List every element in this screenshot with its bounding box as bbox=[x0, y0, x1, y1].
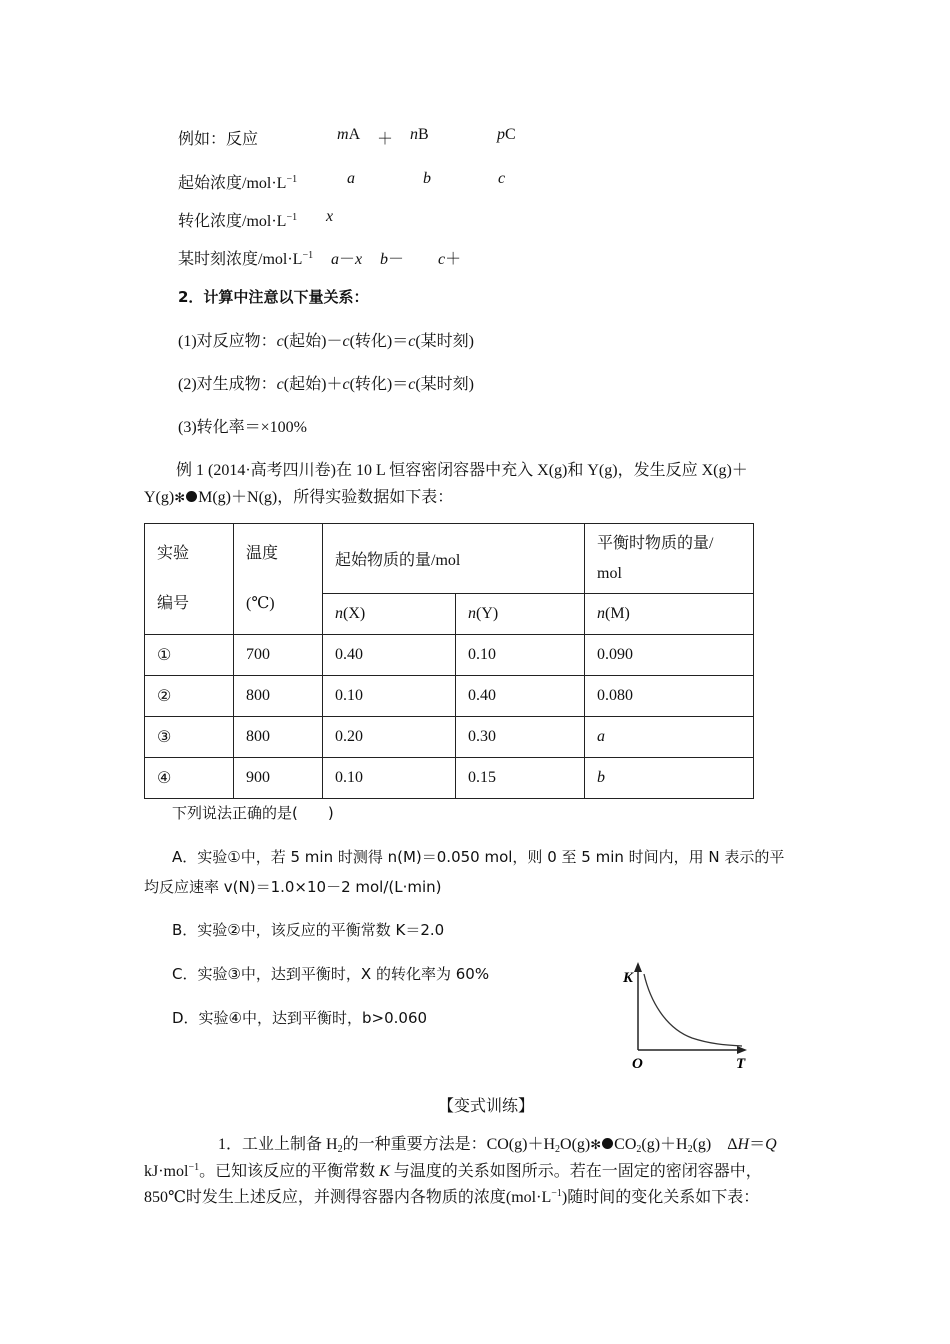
y-axis-label: K bbox=[623, 970, 634, 986]
subscript: 2 bbox=[687, 1144, 693, 1155]
relation-text: (起始)－ bbox=[283, 333, 343, 350]
reaction-right: M(g)＋N(g)，所得实验数据如下表： bbox=[198, 489, 454, 506]
cell-temp: 800 bbox=[234, 717, 323, 758]
sym-minus: － bbox=[339, 251, 356, 268]
header-text: 实验 bbox=[157, 545, 190, 562]
header-text: 编号 bbox=[157, 595, 190, 612]
species-a: A bbox=[348, 126, 361, 143]
cell-n-m: a bbox=[585, 717, 754, 758]
relation-3: (3)转化率＝×100% bbox=[178, 419, 308, 436]
text: ＝ bbox=[749, 1136, 766, 1153]
sym-x: x bbox=[355, 251, 363, 268]
cell-n-m: 0.090 bbox=[585, 635, 754, 676]
variant-line-1 bbox=[218, 1131, 777, 1154]
header-text: 平衡时物质的量/ bbox=[597, 534, 714, 552]
table-row bbox=[145, 717, 754, 758]
subscript: 2 bbox=[337, 1144, 343, 1155]
sym-minus: － bbox=[388, 251, 405, 268]
sym-c: c bbox=[342, 333, 350, 350]
text: 850℃时发生上述反应，并测得容器内各物质的浓度(mol·L bbox=[144, 1189, 552, 1206]
sym-n: n bbox=[468, 605, 476, 622]
text: CO bbox=[614, 1136, 637, 1153]
header-text: mol bbox=[597, 564, 622, 582]
option-c: C．实验③中，达到平衡时，X 的转化率为 60% bbox=[172, 965, 490, 983]
superscript: −1 bbox=[188, 1162, 200, 1173]
text: (g)＋H bbox=[641, 1136, 688, 1153]
option-a-line-2: 均反应速率 v(N)＝1.0×10－2 mol/(L·min) bbox=[144, 878, 442, 896]
start-a: a bbox=[347, 170, 355, 187]
text: 。已知该反应的平衡常数 bbox=[199, 1163, 380, 1180]
sym-n: n bbox=[335, 605, 343, 622]
reactant-b bbox=[410, 126, 429, 144]
sym-k: K bbox=[379, 1163, 390, 1180]
text: (g) Δ bbox=[692, 1136, 738, 1153]
sym-c: c bbox=[342, 376, 350, 393]
cell-exp-no: ② bbox=[145, 676, 234, 717]
reactant-a bbox=[337, 126, 360, 144]
header-eq-amount bbox=[585, 524, 754, 594]
sym-h: H bbox=[737, 1136, 750, 1153]
text: kJ·mol bbox=[144, 1163, 189, 1180]
example-line-1: 例 1 (2014·高考四川卷)在 10 L 恒容密闭容器中充入 X(g)和 Y(g)，发生反应 X(g)＋ bbox=[176, 462, 748, 479]
text: )随时间的变化关系如下表： bbox=[561, 1189, 760, 1206]
sym-c: c bbox=[408, 376, 416, 393]
cell-n-y: 0.10 bbox=[456, 635, 585, 676]
relation-text: (起始)＋ bbox=[283, 376, 343, 393]
variant-heading: 【变式训练】 bbox=[438, 1098, 535, 1115]
header-text: (M) bbox=[605, 605, 630, 622]
header-text: (Y) bbox=[476, 605, 499, 622]
moment-c-plus bbox=[438, 246, 461, 269]
text: O(g) bbox=[560, 1136, 591, 1153]
table-row bbox=[145, 758, 754, 799]
option-a-line-1: A．实验①中，若 5 min 时测得 n(M)＝0.050 mol，则 0 至 5 min 时间内，用 N 表示的平 bbox=[172, 848, 785, 866]
relation-text: (某时刻) bbox=[415, 376, 475, 393]
unit-exponent: −1 bbox=[302, 250, 314, 261]
cell-temp: 700 bbox=[234, 635, 323, 676]
intro-row-3 bbox=[178, 208, 297, 231]
origin-label: O bbox=[632, 1056, 643, 1072]
sym-c: c bbox=[276, 333, 284, 350]
cell-n-y: 0.15 bbox=[456, 758, 585, 799]
moment-conc-label: 某时刻浓度/mol·L bbox=[178, 251, 303, 268]
question-stem: 下列说法正确的是( ) bbox=[172, 804, 334, 822]
sym-c: c bbox=[408, 333, 416, 350]
relation-text: (某时刻) bbox=[415, 333, 475, 350]
plus-sign: ＋ bbox=[377, 131, 394, 148]
species-c: C bbox=[505, 126, 516, 143]
header-n-y bbox=[456, 594, 585, 635]
relation-1 bbox=[178, 328, 474, 351]
coef-n: n bbox=[410, 126, 418, 143]
product-c bbox=[497, 126, 516, 144]
sym-c: c bbox=[276, 376, 284, 393]
header-n-x bbox=[323, 594, 456, 635]
option-d: D．实验④中，达到平衡时，b>0.060 bbox=[172, 1009, 428, 1027]
intro-row-4 bbox=[178, 246, 313, 269]
relation-2 bbox=[178, 371, 474, 394]
superscript: −1 bbox=[551, 1188, 562, 1199]
text: 1．工业上制备 H bbox=[218, 1136, 338, 1153]
equilibrium-arrow-icon: ✻ bbox=[590, 1137, 602, 1152]
intro-label: 例如：反应 bbox=[178, 131, 259, 148]
unit-exponent: −1 bbox=[286, 174, 298, 185]
start-conc-label: 起始浓度/mol·L bbox=[178, 175, 287, 192]
moment-b-minus bbox=[380, 246, 404, 269]
coef-p: p bbox=[497, 126, 505, 143]
text: 的一种重要方法是：CO(g)＋H bbox=[342, 1136, 556, 1153]
subscript: 2 bbox=[636, 1144, 642, 1155]
sym-q: Q bbox=[765, 1136, 777, 1153]
reaction-left: Y(g) bbox=[144, 489, 175, 506]
header-exp-no bbox=[145, 524, 234, 635]
header-start-amount: 起始物质的量/mol bbox=[323, 524, 585, 594]
change-conc-label: 转化浓度/mol·L bbox=[178, 213, 287, 230]
cell-exp-no: ④ bbox=[145, 758, 234, 799]
cell-n-x: 0.40 bbox=[323, 635, 456, 676]
cell-n-x: 0.20 bbox=[323, 717, 456, 758]
cell-n-m: b bbox=[585, 758, 754, 799]
moment-a-minus-x bbox=[331, 246, 362, 269]
unit-exponent: −1 bbox=[286, 212, 298, 223]
relation-text: (转化)＝ bbox=[349, 376, 409, 393]
relation-prefix: (1)对反应物： bbox=[178, 333, 277, 350]
sym-n: n bbox=[597, 605, 605, 622]
example-line-2 bbox=[144, 484, 453, 507]
cell-n-x: 0.10 bbox=[323, 758, 456, 799]
header-text: (℃) bbox=[246, 595, 275, 612]
experiment-table bbox=[144, 523, 754, 799]
text: 与温度的关系如图所示。若在一固定的密闭容器中， bbox=[389, 1163, 762, 1180]
equilibrium-dot-icon bbox=[602, 1138, 613, 1149]
intro-row-1 bbox=[178, 126, 258, 149]
sym-a: a bbox=[331, 251, 339, 268]
k-curve bbox=[644, 974, 742, 1046]
section-2-title: 2．计算中注意以下量关系： bbox=[178, 288, 369, 306]
sym-b: b bbox=[380, 251, 388, 268]
equilibrium-arrow-icon: ✻ bbox=[174, 490, 186, 505]
variant-line-2 bbox=[144, 1158, 762, 1181]
subscript: 2 bbox=[555, 1144, 561, 1155]
cell-exp-no: ① bbox=[145, 635, 234, 676]
x-axis-label: T bbox=[736, 1056, 746, 1072]
equilibrium-dot-icon bbox=[186, 491, 197, 502]
x-axis-arrow-icon bbox=[737, 1046, 747, 1054]
header-temp bbox=[234, 524, 323, 635]
relation-prefix: (2)对生成物： bbox=[178, 376, 277, 393]
cell-n-x: 0.10 bbox=[323, 676, 456, 717]
cell-n-y: 0.30 bbox=[456, 717, 585, 758]
coef-m: m bbox=[337, 126, 349, 143]
header-text: 温度 bbox=[246, 545, 279, 562]
intro-row-2 bbox=[178, 170, 297, 193]
relation-text: (转化)＝ bbox=[349, 333, 409, 350]
start-b: b bbox=[423, 170, 431, 187]
sym-c: c bbox=[438, 251, 446, 268]
variant-line-3 bbox=[144, 1184, 759, 1207]
sym-plus: ＋ bbox=[445, 251, 462, 268]
cell-temp: 800 bbox=[234, 676, 323, 717]
cell-temp: 900 bbox=[234, 758, 323, 799]
y-axis-arrow-icon bbox=[634, 962, 642, 972]
table-row bbox=[145, 635, 754, 676]
option-b: B．实验②中，该反应的平衡常数 K＝2.0 bbox=[172, 921, 445, 939]
change-x: x bbox=[326, 208, 334, 225]
header-text: (X) bbox=[343, 605, 366, 622]
header-n-m bbox=[585, 594, 754, 635]
species-b: B bbox=[418, 126, 429, 143]
table-row bbox=[145, 676, 754, 717]
k-vs-t-graph bbox=[620, 960, 760, 1075]
start-c: c bbox=[498, 170, 506, 187]
cell-n-y: 0.40 bbox=[456, 676, 585, 717]
cell-n-m: 0.080 bbox=[585, 676, 754, 717]
cell-exp-no: ③ bbox=[145, 717, 234, 758]
